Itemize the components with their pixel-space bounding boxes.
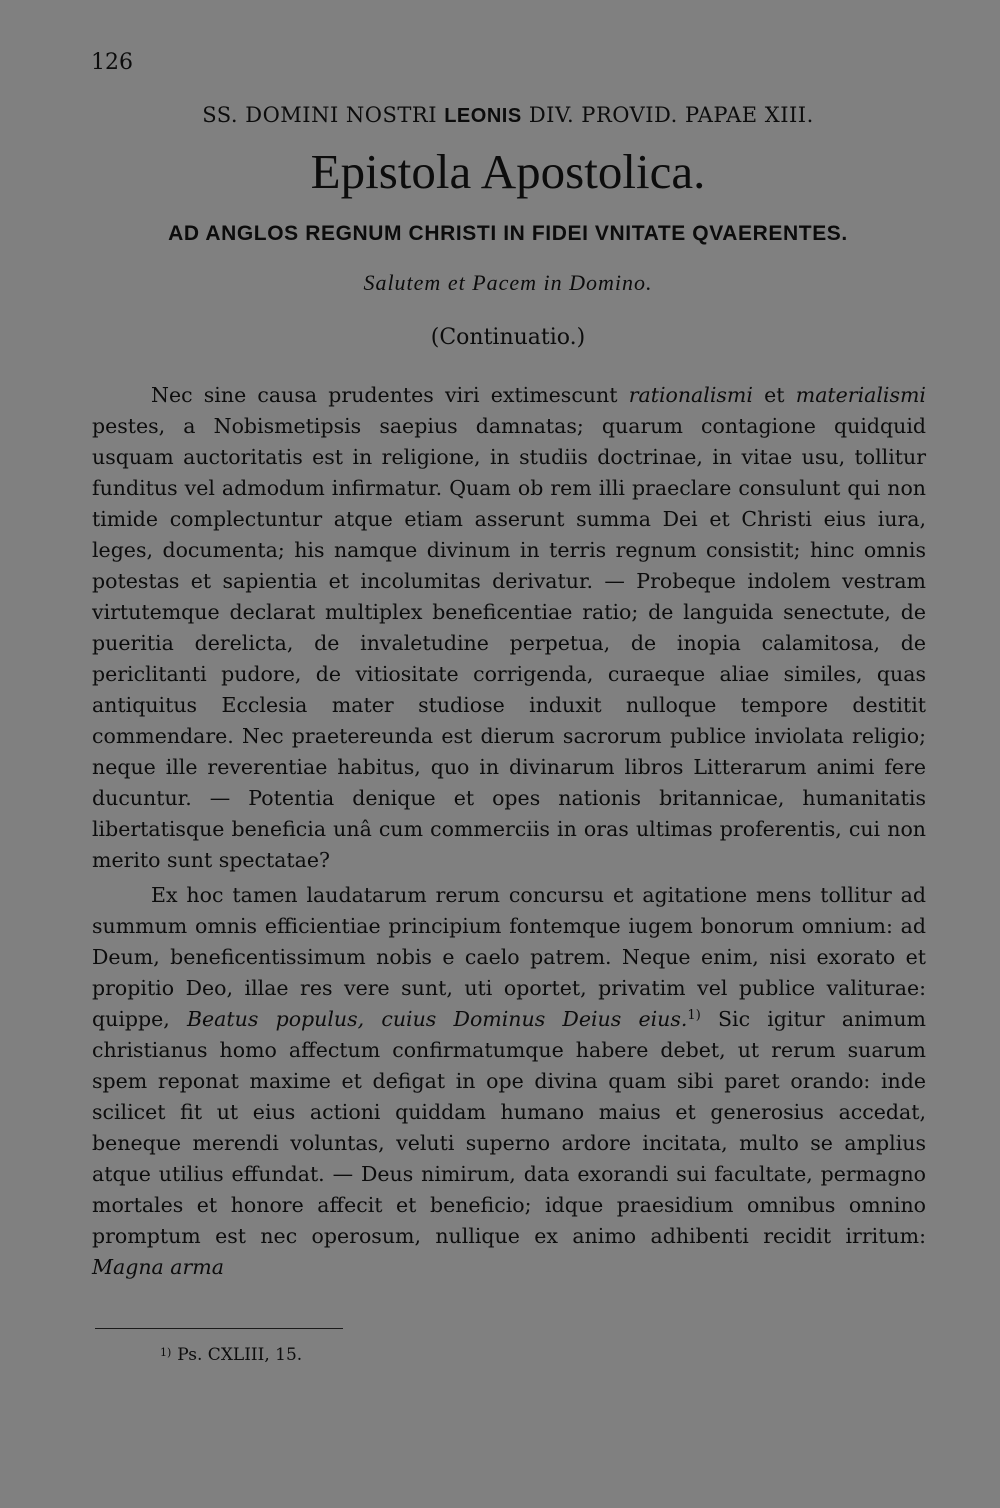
continuation-note: (Continuatio.) bbox=[430, 325, 586, 350]
running-head-name: LEONIS bbox=[444, 105, 522, 127]
paragraph-1-lead: Nec sine causa prudentes viri extimescunt bbox=[151, 383, 629, 407]
paragraph-2-tail: Magna arma bbox=[92, 1255, 224, 1279]
footnote bbox=[160, 1345, 302, 1365]
page-number: 126 bbox=[91, 50, 133, 75]
paragraph-1-rest: pestes, a Nobismetipsis saepius damnatas; quarum contagione quidquid usquam auctoritatis est in religione, in studiis doctrinae, in vitae usu, tollitur funditus vel admodum infirmatur. Quam ob rem illi praeclare consulunt qui non timide complectuntur atque etiam asserunt summa Dei et Christi eius iura, leges, documenta; his namque divinum in terris regnum consistit; hinc omnis potestas et sapientia et incolumitas derivatur. — Probeque indolem vestram virtutemque declarat multiplex beneficentiae ratio; de languida senectute, de pueritia derelicta, de invaletudine perpetua, de inopia calamitosa, de periclitanti pudore, de vitiositate corrigenda, curaeque aliae similes, quas antiquitus Ecclesia mater studiose induxit nulloque tempore destitit commendare. Nec praetereunda est dierum sacrorum publice inviolata religio; neque ille reverentiae habitus, quo in divinarum libros Litterarum animi fere ducuntur. — Potentia denique et opes nationis britannicae, humanitatis libertatisque beneficia unâ cum commerciis in oras ultimas proferentis, cui non merito sunt spectatae? bbox=[92, 414, 926, 872]
term-materialismi: materialismi bbox=[795, 383, 926, 407]
paragraph-2-lead: Ex hoc tamen laudatarum rerum concursu et agitatione mens tollitur ad summum omnis efficientiae principium fontemque iugem bonorum omnium: ad Deum, beneficentissimum nobis e caelo patrem. Neque enim, nisi exorato et propitio Deo, illae res vere sunt, uti oportet, privatim vel publice valiturae: quippe, bbox=[92, 883, 926, 1031]
running-head-prefix: SS. DOMINI NOSTRI bbox=[202, 103, 445, 127]
scripture-quote: Beatus populus, cuius Dominus Deius eius. bbox=[186, 1007, 688, 1031]
footnote-rule bbox=[95, 1328, 343, 1329]
paragraph-2-rest: Sic igitur animum christianus homo affectum confirmatumque habere debet, ut rerum suarum spem reponat maxime et defigat in ope divina quam sibi paret orando: inde scilicet fit ut eius actioni quiddam humano maius et generosius accedat, beneque merendi voluntas, veluti superno ardore incitata, multo se amplius atque utilius effundat. — Deus nimirum, data exorandi sui facultate, permagno mortales et honore affecit et beneficio; idque praesidium omnibus omnino promptum est nec operosum, nullique ex animo adhibenti recidit irritum: bbox=[92, 1007, 926, 1248]
footnote-text: Ps. CXLIII, 15. bbox=[177, 1345, 303, 1365]
term-rationalismi: rationalismi bbox=[628, 383, 753, 407]
document-title: Epistola Apostolica. bbox=[310, 144, 706, 199]
paragraph-2 bbox=[92, 880, 926, 1283]
running-head bbox=[0, 103, 1000, 128]
footnote-reference: 1) bbox=[687, 1008, 701, 1023]
body-text bbox=[92, 380, 926, 1283]
running-head-suffix: DIV. PROVID. PAPAE XIII. bbox=[521, 103, 814, 127]
paragraph-1-between: et bbox=[752, 383, 796, 407]
salutation: Salutem et Pacem in Domino. bbox=[363, 270, 653, 295]
addressees-heading: AD ANGLOS REGNUM CHRISTI IN FIDEI VNITATE QVAERENTES. bbox=[168, 222, 848, 245]
footnote-marker: 1) bbox=[160, 1346, 172, 1359]
paragraph-1 bbox=[92, 380, 926, 876]
